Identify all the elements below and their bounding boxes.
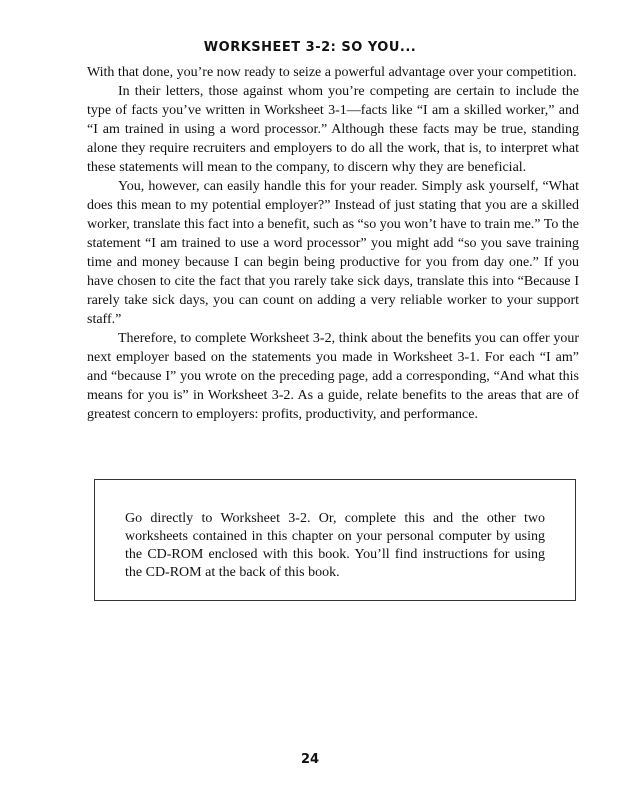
page-number: 24 — [300, 752, 320, 767]
paragraph-benefits: You, however, can easily handle this for your reader. Simply ask yourself, “What does this mean to my potential employer?” Instead of just stating that you are a skilled worker, translate this fact into a benefit, such as “so you won’t have to train me.” To the statement “I am trained to use a word processor” you might add “so you save training time and money because I can begin being productive for you from day one.” If you have chosen to cite the fact that you rarely take sick days, translate this into “Because I rarely take sick days, you can count on adding a very reliable worker to your support staff.” — [87, 179, 579, 327]
note-box — [94, 479, 576, 601]
note-text: Go directly to Worksheet 3-2. Or, complete this and the other two worksheets contained in this chapter on your personal computer by using the CD-ROM enclosed with this book. You’ll find instructions for using the CD-ROM at the back of this book. — [125, 511, 545, 580]
body-text — [87, 63, 579, 424]
page-title: WORKSHEET 3-2: SO YOU... — [203, 40, 417, 55]
paragraph-intro: With that done, you’re now ready to seize a powerful advantage over your competition. — [87, 65, 577, 80]
paragraph-instructions: Therefore, to complete Worksheet 3-2, think about the benefits you can offer your next employer based on the statements you made in Worksheet 3-1. For each “I am” and “because I” you wrote on the preceding page, add a corresponding, “And what this means for you is” in Worksheet 3-2. As a guide, relate benefits to the areas that are of greatest concern to employers: profits, productivity, and performance. — [87, 331, 579, 422]
paragraph-competitors: In their letters, those against whom you’re competing are certain to include the type of facts you’ve written in Worksheet 3-1—facts like “I am a skilled worker,” and “I am trained in using a word processor.” Although these facts may be true, standing alone they require recruiters and employers to do all the work, that is, to interpret what these statements will mean to the company, to discern why they are beneficial. — [87, 84, 579, 175]
